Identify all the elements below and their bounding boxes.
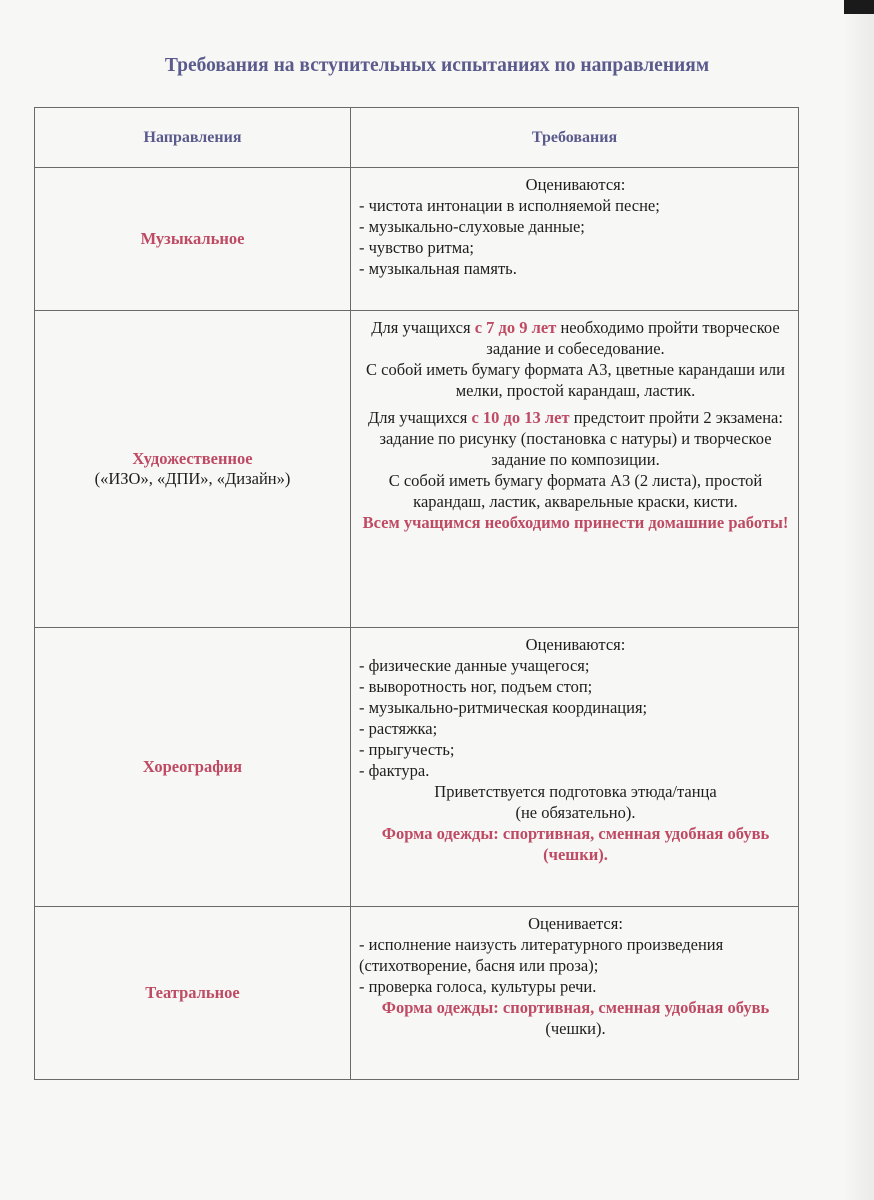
list-item: - физические данные учащегося; [359, 656, 590, 675]
list-item: - фактура. [359, 761, 430, 780]
direction-name-theatre: Театральное [145, 983, 240, 1002]
list-item: - выворотность ног, подъем стоп; [359, 677, 593, 696]
dance-welcome-note: (не обязательно). [515, 803, 636, 822]
art-paragraph-young: Для учащихся с 7 до 9 лет необходимо пройти творческое задание и собеседование. [371, 318, 780, 358]
evaluated-heading: Оцениваются: [525, 175, 626, 194]
scan-shadow [842, 0, 874, 1200]
table-row-theatre [35, 907, 799, 1080]
direction-name-art: Художественное [132, 449, 253, 468]
list-item: - чувство ритма; [359, 238, 474, 257]
table-row-music [35, 168, 799, 311]
direction-name-music: Музыкальное [140, 229, 245, 248]
header-requirements: Требования [351, 108, 799, 168]
table-header-row [35, 108, 799, 168]
header-directions: Направления [35, 108, 351, 168]
dance-dress-code: Форма одежды: спортивная, сменная удобная обувь (чешки). [381, 824, 770, 864]
theatre-dress-code: Форма одежды: спортивная, сменная удобная обувь (чешки). [381, 998, 770, 1038]
table-row-dance [35, 628, 799, 907]
list-item: - чистота интонации в исполняемой песне; [359, 196, 660, 215]
list-item: - музыкальная память. [359, 259, 517, 278]
requirements-cell [351, 168, 799, 311]
direction-cell [35, 168, 351, 311]
list-item: - музыкально-ритмическая координация; [359, 698, 648, 717]
art-materials-young: С собой иметь бумагу формата А3, цветные карандаши или мелки, простой карандаш, ластик. [366, 360, 785, 400]
list-item: - музыкально-слуховые данные; [359, 217, 585, 236]
page-title: Требования на вступительных испытаниях по направлениям [164, 55, 710, 76]
requirements-cell [351, 311, 799, 628]
direction-cell [35, 311, 351, 628]
list-item: - растяжка; [359, 719, 438, 738]
scan-corner-mark [844, 0, 874, 14]
requirements-cell [351, 907, 799, 1080]
table-row-art [35, 311, 799, 628]
direction-cell [35, 907, 351, 1080]
age-range-older: с 10 до 13 лет [471, 408, 570, 427]
art-paragraph-older: Для учащихся с 10 до 13 лет предстоит пройти 2 экзамена: задание по рисунку (постановка с натуры) и творческое задание по композиции. [368, 408, 783, 469]
list-item: - проверка голоса, культуры речи. [359, 977, 597, 996]
evaluated-heading: Оцениваются: [525, 635, 626, 654]
evaluated-heading: Оценивается: [528, 914, 623, 933]
art-homework-note: Всем учащимся необходимо принести домашние работы! [362, 513, 789, 532]
list-item: - исполнение наизусть литературного произведения (стихотворение, басня или проза); [359, 935, 724, 975]
requirements-table [34, 107, 799, 1080]
age-range-young: с 7 до 9 лет [474, 318, 557, 337]
requirements-cell [351, 628, 799, 907]
direction-cell [35, 628, 351, 907]
dance-welcome: Приветствуется подготовка этюда/танца [434, 782, 717, 801]
list-item: - прыгучесть; [359, 740, 455, 759]
direction-name-dance: Хореография [142, 757, 243, 776]
direction-subname-art: («ИЗО», «ДПИ», «Дизайн») [94, 469, 291, 488]
art-materials-older: С собой иметь бумагу формата А3 (2 листа), простой карандаш, ластик, акварельные краски, кисти. [388, 471, 763, 511]
